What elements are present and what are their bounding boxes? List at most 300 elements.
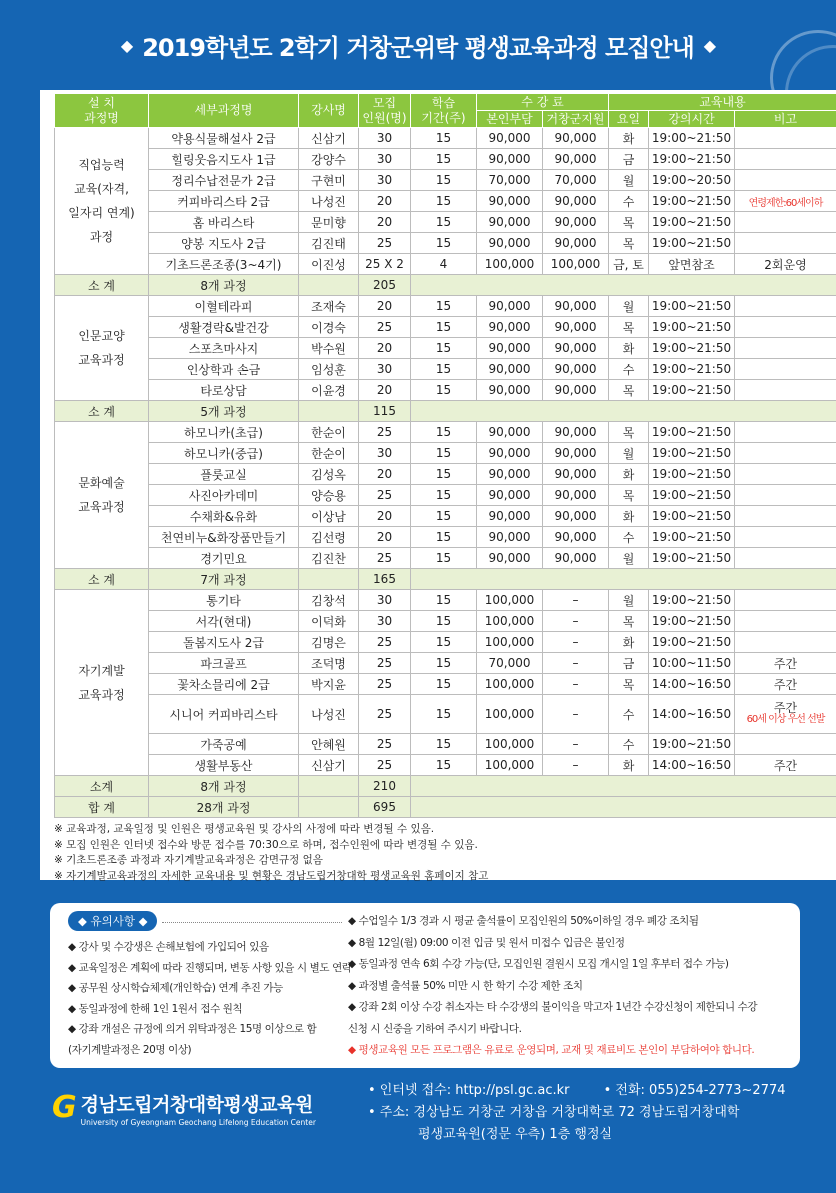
course-table (54, 93, 836, 818)
note (735, 548, 836, 569)
empty-cell (299, 401, 359, 422)
logo-name-ko: 경남도립거창대학평생교육원 (80, 1094, 313, 1116)
capacity: 25 (359, 485, 411, 506)
course-name: 생활경락&발건강 (149, 317, 299, 338)
period: 15 (411, 191, 477, 212)
capacity: 30 (359, 611, 411, 632)
fee-county: 100,000 (543, 254, 609, 275)
subtotal-label: 소 계 (55, 401, 149, 422)
fee-self: 90,000 (477, 422, 543, 443)
total-courses: 28개 과정 (149, 797, 299, 818)
time: 19:00~21:50 (649, 485, 735, 506)
capacity: 25 (359, 755, 411, 776)
capacity: 20 (359, 527, 411, 548)
fee-county: – (543, 632, 609, 653)
category-cell: 자기계발 교육과정 (55, 590, 149, 776)
table-row (55, 254, 836, 275)
time: 14:00~16:50 (649, 674, 735, 695)
subtotal-courses: 7개 과정 (149, 569, 299, 590)
day: 목 (609, 212, 649, 233)
instructor-name: 김진찬 (299, 548, 359, 569)
instructor-name: 조재숙 (299, 296, 359, 317)
day: 월 (609, 443, 649, 464)
time: 19:00~21:50 (649, 590, 735, 611)
note (735, 149, 836, 170)
time: 19:00~21:50 (649, 128, 735, 149)
page-title: 2019학년도 2학기 거창군위탁 평생교육과정 모집안내 (142, 33, 694, 62)
course-name: 파크골프 (149, 653, 299, 674)
course-name: 홈 바리스타 (149, 212, 299, 233)
fee-county: 90,000 (543, 212, 609, 233)
period: 15 (411, 422, 477, 443)
note (735, 317, 836, 338)
instructor-name: 이상남 (299, 506, 359, 527)
table-row (55, 128, 836, 149)
table-row (55, 653, 836, 674)
day: 화 (609, 755, 649, 776)
fee-self: 90,000 (477, 338, 543, 359)
capacity: 25 (359, 674, 411, 695)
fee-county: 90,000 (543, 548, 609, 569)
note (735, 734, 836, 755)
time: 19:00~21:50 (649, 338, 735, 359)
note: 주간 (735, 653, 836, 674)
fee-self: 100,000 (477, 695, 543, 734)
time: 19:00~21:50 (649, 506, 735, 527)
period: 15 (411, 170, 477, 191)
fee-county: – (543, 590, 609, 611)
header-capacity: 모집 인원(명) (359, 94, 411, 128)
divider (162, 922, 342, 923)
empty-cell (299, 797, 359, 818)
fee-county: 90,000 (543, 338, 609, 359)
course-name: 꽃차소믈리에 2급 (149, 674, 299, 695)
fee-county: 90,000 (543, 317, 609, 338)
empty-cell (299, 569, 359, 590)
fee-county: 90,000 (543, 359, 609, 380)
time: 앞면참조 (649, 254, 735, 275)
day: 목 (609, 611, 649, 632)
instructor-name: 박수원 (299, 338, 359, 359)
note (735, 170, 836, 191)
table-row (55, 527, 836, 548)
notice-item: ◆ 교육일정은 계획에 따라 진행되며, 변동 사항 있을 시 별도 연락 (68, 961, 352, 974)
day: 목 (609, 485, 649, 506)
table-row (55, 485, 836, 506)
fee-self: 90,000 (477, 443, 543, 464)
table-row (55, 338, 836, 359)
note (735, 212, 836, 233)
instructor-name: 양승용 (299, 485, 359, 506)
header-day: 요일 (609, 111, 649, 128)
day: 수 (609, 734, 649, 755)
period: 15 (411, 359, 477, 380)
table-row (55, 755, 836, 776)
fee-self: 100,000 (477, 611, 543, 632)
period: 15 (411, 485, 477, 506)
diamond-icon: ◆ (120, 35, 133, 55)
fee-self: 100,000 (477, 632, 543, 653)
day: 수 (609, 359, 649, 380)
capacity: 25 (359, 734, 411, 755)
fee-self: 90,000 (477, 128, 543, 149)
header-note: 비고 (735, 111, 836, 128)
fee-self: 90,000 (477, 317, 543, 338)
subtotal-label: 소 계 (55, 275, 149, 296)
note (735, 338, 836, 359)
period: 15 (411, 632, 477, 653)
notice-item: ◆ 8월 12일(월) 09:00 이전 입금 및 원서 미접수 입금은 불인정 (348, 936, 625, 949)
fee-self: 90,000 (477, 359, 543, 380)
capacity: 25 (359, 317, 411, 338)
fee-county: 90,000 (543, 464, 609, 485)
time: 19:00~21:50 (649, 317, 735, 338)
table-row (55, 359, 836, 380)
table-row (55, 191, 836, 212)
course-name: 커피바리스타 2급 (149, 191, 299, 212)
table-row (55, 548, 836, 569)
note (735, 590, 836, 611)
time: 19:00~21:50 (649, 212, 735, 233)
time: 19:00~21:50 (649, 611, 735, 632)
capacity: 30 (359, 443, 411, 464)
time: 19:00~21:50 (649, 296, 735, 317)
category-cell: 문화예술 교육과정 (55, 422, 149, 569)
instructor-name: 이경숙 (299, 317, 359, 338)
course-name: 하모니카(초급) (149, 422, 299, 443)
instructor-name: 김창석 (299, 590, 359, 611)
instructor-name: 이윤경 (299, 380, 359, 401)
fee-self: 100,000 (477, 674, 543, 695)
capacity: 30 (359, 149, 411, 170)
note-main: 주간 (773, 701, 798, 715)
note (735, 632, 836, 653)
fee-county: 70,000 (543, 170, 609, 191)
web-signup-link[interactable]: • 인터넷 접수: http://psl.gc.ac.kr (368, 1083, 570, 1098)
empty-cell (411, 275, 836, 296)
day: 월 (609, 296, 649, 317)
note (735, 296, 836, 317)
subtotal-row (55, 275, 836, 296)
table-row (55, 443, 836, 464)
total-label: 합 계 (55, 797, 149, 818)
course-name: 약용식물해설사 2급 (149, 128, 299, 149)
footnote: ※ 교육과정, 교육일정 및 인원은 평생교육원 및 강사의 사정에 따라 변경될 수 있음. (54, 823, 435, 835)
notice-item: (자기계발과정은 20명 이상) (68, 1043, 192, 1056)
course-name: 수채화&유화 (149, 506, 299, 527)
table-row (55, 296, 836, 317)
empty-cell (411, 797, 836, 818)
time: 19:00~21:50 (649, 422, 735, 443)
note (735, 695, 836, 734)
course-name: 정리수납전문가 2급 (149, 170, 299, 191)
note (735, 380, 836, 401)
instructor-name: 강양수 (299, 149, 359, 170)
time: 19:00~21:50 (649, 359, 735, 380)
instructor-name: 나성진 (299, 191, 359, 212)
empty-cell (411, 569, 836, 590)
subtotal-courses: 5개 과정 (149, 401, 299, 422)
subtotal-capacity: 210 (359, 776, 411, 797)
fee-county: 90,000 (543, 380, 609, 401)
header-category: 설 치 과정명 (55, 94, 149, 128)
subtotal-label: 소 계 (55, 569, 149, 590)
subtotal-courses: 8개 과정 (149, 275, 299, 296)
notice-item: ◆ 공무원 상시학습체제(개인학습) 연계 추진 가능 (68, 982, 283, 994)
course-name: 힐링웃음지도사 1급 (149, 149, 299, 170)
notice-box (50, 903, 800, 1068)
fee-county: 90,000 (543, 296, 609, 317)
fee-county: 90,000 (543, 233, 609, 254)
subtotal-courses: 8개 과정 (149, 776, 299, 797)
fee-county: 90,000 (543, 422, 609, 443)
fee-self: 100,000 (477, 590, 543, 611)
course-sheet (40, 90, 836, 880)
footnote: ※ 자기계발교육과정의 자세한 교육내용 및 현황은 경남도립거창대학 평생교육원 홈페이지 참고 (54, 869, 489, 882)
time: 19:00~21:50 (649, 632, 735, 653)
period: 15 (411, 755, 477, 776)
period: 15 (411, 674, 477, 695)
header-instructor: 강사명 (299, 94, 359, 128)
note-restriction: 60세 이상 우선 선발 (746, 714, 825, 725)
table-row (55, 611, 836, 632)
day: 수 (609, 191, 649, 212)
subtotal-capacity: 115 (359, 401, 411, 422)
period: 15 (411, 506, 477, 527)
time: 19:00~21:50 (649, 191, 735, 212)
notice-left-list (68, 937, 352, 1060)
day: 목 (609, 674, 649, 695)
header-time: 강의시간 (649, 111, 735, 128)
period: 15 (411, 338, 477, 359)
category-cell: 직업능력 교육(자격, 일자리 연계) 과정 (55, 128, 149, 275)
instructor-name: 김선령 (299, 527, 359, 548)
course-name: 서각(현대) (149, 611, 299, 632)
header-fee-county: 거창군지원 (543, 111, 609, 128)
empty-cell (299, 776, 359, 797)
table-row (55, 464, 836, 485)
day: 금 (609, 653, 649, 674)
note (735, 359, 836, 380)
table-row (55, 674, 836, 695)
instructor-name: 나성진 (299, 695, 359, 734)
diamond-icon: ◆ (703, 35, 716, 55)
title-bar (0, 0, 836, 90)
instructor-name: 안혜원 (299, 734, 359, 755)
subtotal-capacity: 205 (359, 275, 411, 296)
course-name: 시니어 커피바리스타 (149, 695, 299, 734)
capacity: 30 (359, 590, 411, 611)
day: 화 (609, 632, 649, 653)
period: 15 (411, 233, 477, 254)
capacity: 20 (359, 191, 411, 212)
note (735, 506, 836, 527)
period: 15 (411, 149, 477, 170)
capacity: 30 (359, 359, 411, 380)
address-line-2: 평생교육원(정문 우측) 1층 행정실 (418, 1127, 613, 1142)
note (735, 422, 836, 443)
capacity: 25 X 2 (359, 254, 411, 275)
header-course: 세부과정명 (149, 94, 299, 128)
note (735, 443, 836, 464)
subtotal-label: 소계 (55, 776, 149, 797)
period: 15 (411, 695, 477, 734)
fee-self: 90,000 (477, 506, 543, 527)
course-name: 통기타 (149, 590, 299, 611)
note: 연령제한:60세이하 (735, 191, 836, 212)
header-content: 교육내용 (609, 94, 836, 111)
table-row (55, 422, 836, 443)
subtotal-row (55, 776, 836, 797)
subtotal-row (55, 569, 836, 590)
empty-cell (411, 401, 836, 422)
fee-county: – (543, 674, 609, 695)
course-name: 사진아카데미 (149, 485, 299, 506)
fee-county: 90,000 (543, 506, 609, 527)
day: 수 (609, 695, 649, 734)
table-row (55, 734, 836, 755)
period: 15 (411, 527, 477, 548)
table-row (55, 170, 836, 191)
day: 화 (609, 464, 649, 485)
empty-cell (411, 776, 836, 797)
instructor-name: 김진태 (299, 233, 359, 254)
notice-tag: ◆ 유의사항 ◆ (68, 911, 157, 931)
footnote: ※ 모집 인원은 인터넷 접수와 방문 접수를 70:30으로 하며, 접수인원에 따라 변경될 수 있음. (54, 838, 478, 851)
time: 19:00~21:50 (649, 527, 735, 548)
time: 19:00~21:50 (649, 443, 735, 464)
instructor-name: 박지윤 (299, 674, 359, 695)
subtotal-row (55, 401, 836, 422)
instructor-name: 이덕화 (299, 611, 359, 632)
instructor-name: 신삼기 (299, 755, 359, 776)
fee-self: 100,000 (477, 734, 543, 755)
fee-county: – (543, 695, 609, 734)
day: 월 (609, 548, 649, 569)
notice-right-list (348, 911, 793, 1062)
time: 14:00~16:50 (649, 755, 735, 776)
logo-name-en: University of Gyeongnam Geochang Lifelong Education Center (80, 1118, 316, 1127)
day: 수 (609, 527, 649, 548)
empty-cell (299, 275, 359, 296)
note (735, 128, 836, 149)
table-row (55, 233, 836, 254)
note (735, 233, 836, 254)
course-name: 천연비누&화장품만들기 (149, 527, 299, 548)
total-capacity: 695 (359, 797, 411, 818)
time: 19:00~21:50 (649, 464, 735, 485)
capacity: 25 (359, 422, 411, 443)
note: 2회운영 (735, 254, 836, 275)
period: 15 (411, 548, 477, 569)
notice-item: ◆ 평생교육원 모든 프로그램은 유료로 운영되며, 교재 및 재료비도 본인이 부담하여야 합니다. (348, 1044, 755, 1056)
note (735, 464, 836, 485)
course-name: 기초드론조종(3~4기) (149, 254, 299, 275)
instructor-name: 조덕명 (299, 653, 359, 674)
day: 화 (609, 338, 649, 359)
fee-county: – (543, 734, 609, 755)
subtotal-capacity: 165 (359, 569, 411, 590)
note: 주간 (735, 674, 836, 695)
note (735, 611, 836, 632)
fee-self: 90,000 (477, 548, 543, 569)
table-row (55, 695, 836, 734)
fee-self: 100,000 (477, 254, 543, 275)
instructor-name: 김명은 (299, 632, 359, 653)
period: 15 (411, 611, 477, 632)
instructor-name: 구현미 (299, 170, 359, 191)
header-fee-self: 본인부담 (477, 111, 543, 128)
capacity: 30 (359, 170, 411, 191)
course-name: 인상학과 손금 (149, 359, 299, 380)
period: 4 (411, 254, 477, 275)
fee-county: 90,000 (543, 191, 609, 212)
course-name: 경기민요 (149, 548, 299, 569)
time: 19:00~21:50 (649, 149, 735, 170)
day: 금 (609, 149, 649, 170)
fee-county: 90,000 (543, 128, 609, 149)
table-row (55, 506, 836, 527)
course-name: 가죽공예 (149, 734, 299, 755)
capacity: 20 (359, 464, 411, 485)
time: 10:00~11:50 (649, 653, 735, 674)
course-name: 하모니카(중급) (149, 443, 299, 464)
time: 19:00~21:50 (649, 548, 735, 569)
period: 15 (411, 443, 477, 464)
instructor-name: 한순이 (299, 443, 359, 464)
period: 15 (411, 590, 477, 611)
note (735, 485, 836, 506)
logo-mark-icon: G (52, 1090, 77, 1125)
note: 주간 (735, 755, 836, 776)
course-name: 타로상담 (149, 380, 299, 401)
day: 월 (609, 590, 649, 611)
phone: • 전화: 055)254-2773~2774 (603, 1083, 786, 1098)
course-name: 생활부동산 (149, 755, 299, 776)
instructor-name: 임성훈 (299, 359, 359, 380)
fee-county: – (543, 653, 609, 674)
period: 15 (411, 653, 477, 674)
table-row (55, 212, 836, 233)
address-line-1: • 주소: 경상남도 거창군 거창읍 거창대학로 72 경남도립거창대학 (368, 1105, 740, 1120)
fee-self: 90,000 (477, 464, 543, 485)
capacity: 20 (359, 296, 411, 317)
capacity: 25 (359, 632, 411, 653)
fee-county: 90,000 (543, 149, 609, 170)
capacity: 20 (359, 380, 411, 401)
capacity: 25 (359, 653, 411, 674)
notice-item: ◆ 강좌 개설은 규정에 의거 위탁과정은 15명 이상으로 함 (68, 1023, 317, 1035)
period: 15 (411, 734, 477, 755)
course-name: 스포츠마사지 (149, 338, 299, 359)
fee-self: 90,000 (477, 191, 543, 212)
capacity: 25 (359, 233, 411, 254)
period: 15 (411, 212, 477, 233)
fee-self: 90,000 (477, 149, 543, 170)
period: 15 (411, 128, 477, 149)
header-period: 학습 기간(주) (411, 94, 477, 128)
capacity: 20 (359, 506, 411, 527)
period: 15 (411, 317, 477, 338)
capacity: 30 (359, 128, 411, 149)
fee-self: 90,000 (477, 212, 543, 233)
fee-self: 90,000 (477, 527, 543, 548)
day: 화 (609, 506, 649, 527)
table-row (55, 590, 836, 611)
fee-county: 90,000 (543, 443, 609, 464)
day: 목 (609, 233, 649, 254)
day: 목 (609, 317, 649, 338)
